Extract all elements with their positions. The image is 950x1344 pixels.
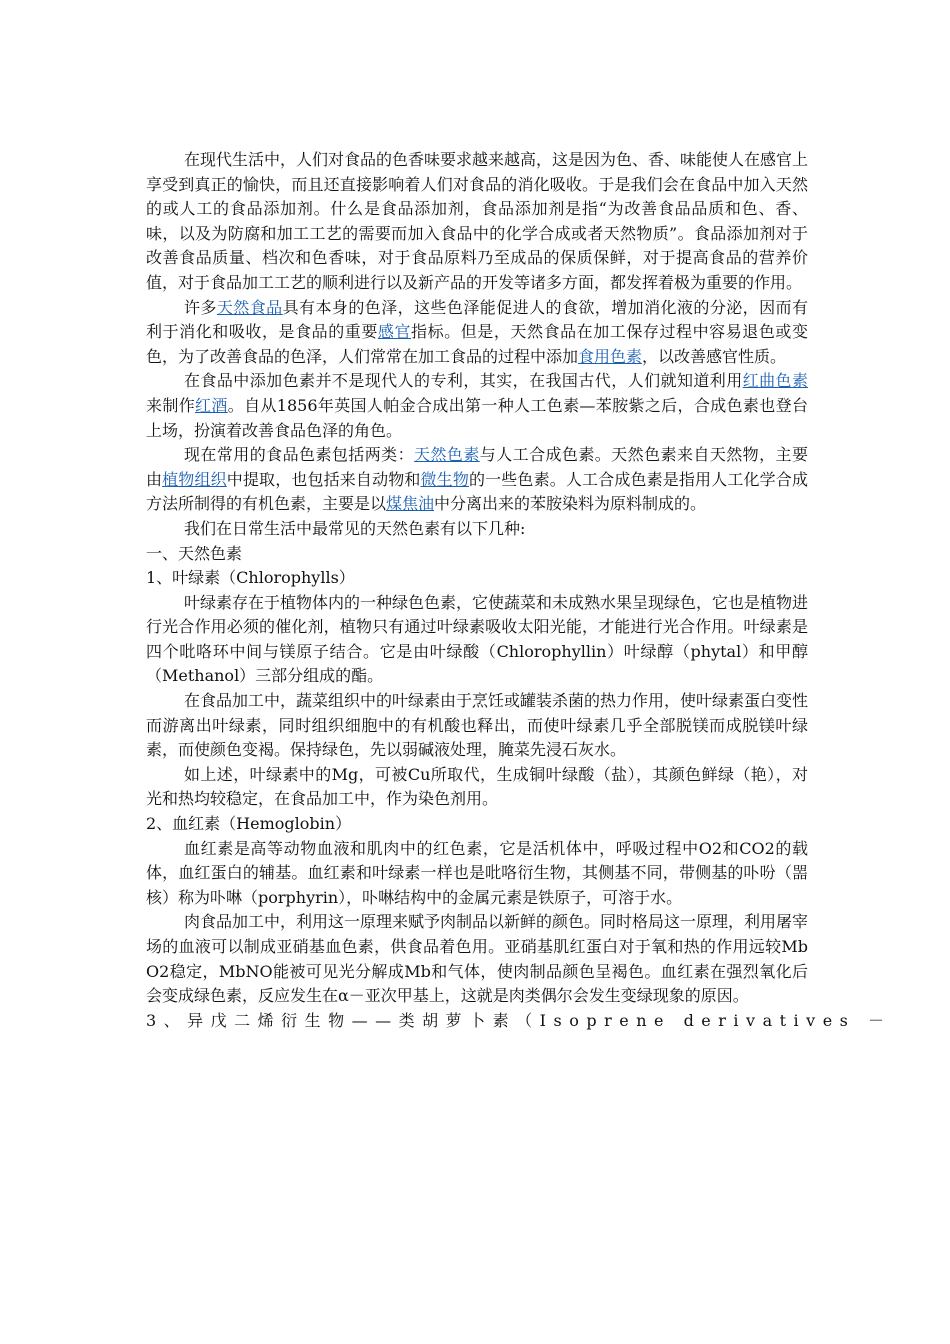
heading-natural-pigments: 一、天然色素: [146, 543, 243, 563]
link-coal-tar[interactable]: 煤焦油: [386, 494, 435, 514]
text-run: 指标。但是，天然食品在加工保存过程中容易退色或变色，为了改善食品的色泽，人们常常在加工食品的过程中添加: [146, 322, 808, 366]
text-run: 在食品中添加色素并不是现代人的专利，其实，在我国古代，人们就知道利用: [184, 371, 743, 391]
paragraph-chlorophyll-copper: 如上述，叶绿素中的Mg，可被Cu所取代，生成铜叶绿酸（盐），其颜色鲜绿（艳），对光和热均较稳定，在食品加工中，作为染色剂用。: [146, 764, 808, 809]
text-run: 中分离出来的苯胺染料为原料制成的。: [434, 494, 707, 514]
link-natural-food[interactable]: 天然食品: [216, 297, 283, 317]
paragraph-natural-food: [146, 296, 808, 370]
paragraph-chlorophyll-processing: 在食品加工中，蔬菜组织中的叶绿素由于烹饪或罐装杀菌的热力作用，使叶绿素蛋白变性而游离出叶绿素，同时组织细胞中的有机酸也释出，而使叶绿素几乎全部脱镁而成脱镁叶绿素，而使颜色变褐。保持绿色，先以弱碱液处理，腌菜先浸石灰水。: [146, 691, 809, 760]
document-body: [146, 148, 892, 1033]
paragraph-hemoglobin-intro: 血红素是高等动物血液和肌肉中的红色素，它是活机体中，呼吸过程中O2和CO2的载体，血红蛋白的辅基。血红素和叶绿素一样也是吡咯衍生物，其侧基不同，带侧基的卟吩（噐核）称为卟啉（porphyrin），卟啉结构中的金属元素是铁原子，可溶于水。: [146, 838, 808, 907]
link-microorganism[interactable]: 微生物: [420, 469, 469, 489]
paragraph-history: [146, 369, 808, 443]
text-run: 的一些色素。人工合成色素是指用人工化学合成方法所制得的有机色素，主要是以: [146, 469, 808, 514]
text-run: ，以改善感官性质。: [642, 346, 787, 366]
link-red-yeast-pigment[interactable]: 红曲色素: [742, 371, 808, 391]
text-run: 许多: [184, 297, 217, 317]
link-red-wine[interactable]: 红酒: [195, 395, 228, 415]
paragraph-chlorophyll-intro: 叶绿素存在于植物体内的一种绿色色素，它使蔬菜和未成熟水果呈现绿色，它也是植物进行光合作用必须的催化剂，植物只有通过叶绿素吸收太阳光能，才能进行光合作用。叶绿素是四个吡咯环中间与镁原子结合。它是由叶绿酸（Chlorophyllin）叶绿醇（phytal）和甲醇（Methanol）三部分组成的酯。: [146, 592, 809, 686]
link-natural-pigment[interactable]: 天然色素: [414, 445, 480, 465]
text-run: 中提取，也包括来自动物和: [226, 469, 421, 489]
text-run: 来制作: [146, 395, 196, 415]
text-run: 。自从1856年英国人帕金合成出第一种人工色素—苯胺紫之后，合成色素也登台上场，扮演着改善食品色泽的角色。: [146, 395, 808, 440]
text-run: 现在常用的食品色素包括两类：: [184, 445, 415, 465]
paragraph-common-pigments: 我们在日常生活中最常见的天然色素有以下几种:: [184, 518, 526, 538]
heading-isoprene-derivatives: 3、异戊二烯衍生物——类胡萝卜素（Isoprene derivatives －: [146, 1010, 892, 1030]
text-run: 与人工合成色素。天然色素来自天然物，主要由: [146, 445, 808, 489]
link-sensory[interactable]: 感官: [377, 322, 412, 342]
heading-hemoglobin: 2、血红素（Hemoglobin）: [146, 814, 352, 834]
paragraph-pigment-types: [146, 443, 808, 517]
link-plant-tissue[interactable]: 植物组织: [162, 469, 227, 489]
paragraph-hemoglobin-processing: 肉食品加工中，利用这一原理来赋予肉制品以新鲜的颜色。同时格局这一原理，利用屠宰场的血液可以制成亚硝基血色素，供食品着色用。亚硝基肌红蛋白对于氧和热的作用远较MbO2稳定，MbNO能被可见光分解成Mb和气体，使肉制品颜色呈褐色。血红素在强烈氧化后会变成绿色素，反应发生在α－亚次甲基上，这就是肉类偶尔会发生变绿现象的原因。: [146, 912, 809, 1006]
link-food-coloring[interactable]: 食用色素: [578, 346, 643, 366]
heading-chlorophylls: 1、叶绿素（Chlorophylls）: [146, 568, 355, 588]
text-run: 具有本身的色泽，这些色泽能促进人的食欲，增加消化液的分泌，因而有利于消化和吸收，是食品的重要: [146, 297, 808, 342]
paragraph-intro: 在现代生活中，人们对食品的色香味要求越来越高，这是因为色、香、味能使人在感官上享受到真正的愉快，而且还直接影响着人们对食品的消化吸收。于是我们会在食品中加入天然的或人工的食品添加剂。什么是食品添加剂，食品添加剂是指“为改善食品品质和色、香、味，以及为防腐和加工工艺的需要而加入食品中的化学合成或者天然物质”。食品添加剂对于改善食品质量、档次和色香味，对于食品原料乃至成品的保质保鲜，对于提高食品的营养价值，对于食品加工工艺的顺利进行以及新产品的开发等诸多方面，都发挥着极为重要的作用。: [146, 150, 809, 292]
